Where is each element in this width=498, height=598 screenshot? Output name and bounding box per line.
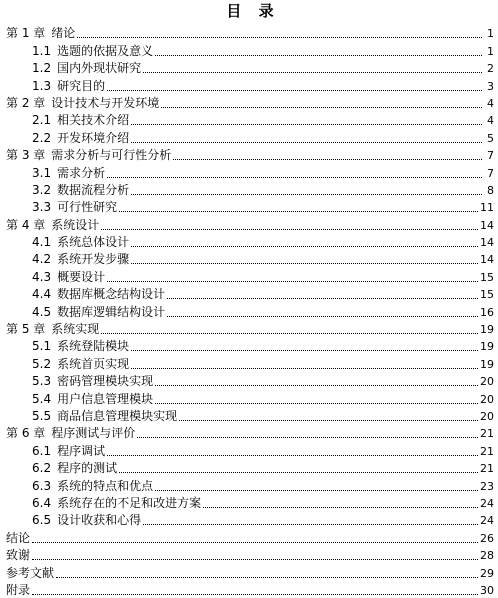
toc-page-number: 14 xyxy=(480,236,494,250)
toc-page-number: 5 xyxy=(487,131,494,145)
toc-entry-number: 4.5 xyxy=(32,304,52,319)
toc-page-number: 20 xyxy=(480,375,494,389)
toc-entry-heading xyxy=(32,409,178,424)
toc-section-entry[interactable] xyxy=(6,181,494,198)
toc-entry-title: 数据库逻辑结构设计 xyxy=(57,304,166,319)
toc-entry-number: 4.1 xyxy=(32,235,52,250)
toc-backmatter-entry[interactable] xyxy=(6,528,494,545)
toc-section-entry[interactable] xyxy=(6,76,494,93)
toc-entry-title: 系统开发步骤 xyxy=(57,252,130,267)
toc-entry-heading xyxy=(32,44,154,59)
toc-page-number: 1 xyxy=(487,27,494,41)
toc-entry-title: 结论 xyxy=(6,530,31,545)
toc-dot-leader xyxy=(131,349,478,351)
toc-page-number: 4 xyxy=(487,114,494,128)
toc-entry-heading xyxy=(6,548,31,563)
toc-page-number: 15 xyxy=(480,270,494,284)
toc-dot-leader xyxy=(131,123,482,125)
toc-entry-title: 密码管理模块实现 xyxy=(57,374,154,389)
toc-entry-title: 可行性研究 xyxy=(57,200,118,215)
toc-backmatter-entry[interactable] xyxy=(6,563,494,580)
toc-section-entry[interactable] xyxy=(6,389,494,406)
toc-entry-heading xyxy=(32,183,130,198)
toc-entry-number: 5.3 xyxy=(32,374,52,389)
toc-dot-leader xyxy=(107,89,482,91)
toc-page-number: 19 xyxy=(480,357,494,371)
toc-entry-title: 数据流程分析 xyxy=(57,182,130,197)
toc-entry-heading xyxy=(32,61,142,76)
toc-page-number: 19 xyxy=(480,340,494,354)
toc-chapter-entry[interactable] xyxy=(6,24,494,41)
toc-page-number: 16 xyxy=(480,305,494,319)
toc-entry-number: 2.1 xyxy=(32,113,52,128)
toc-dot-leader xyxy=(101,332,478,334)
toc-dot-leader xyxy=(32,541,478,543)
toc-section-entry[interactable] xyxy=(6,233,494,250)
toc-page-number: 7 xyxy=(487,166,494,180)
toc-dot-leader xyxy=(32,593,478,595)
toc-entry-heading xyxy=(32,166,106,181)
toc-section-entry[interactable] xyxy=(6,459,494,476)
toc-entry-title: 绪论 xyxy=(51,26,76,41)
toc-section-entry[interactable] xyxy=(6,128,494,145)
toc-page-number: 28 xyxy=(480,549,494,563)
toc-page-number: 21 xyxy=(480,462,494,476)
toc-page-number: 8 xyxy=(487,183,494,197)
toc-section-entry[interactable] xyxy=(6,494,494,511)
toc-dot-leader xyxy=(107,454,478,456)
toc-section-entry[interactable] xyxy=(6,198,494,215)
toc-page-number: 26 xyxy=(480,531,494,545)
toc-entry-number: 3.1 xyxy=(32,165,52,180)
toc-section-entry[interactable] xyxy=(6,111,494,128)
toc-entry-heading xyxy=(32,305,166,320)
toc-entry-heading xyxy=(32,131,130,146)
toc-entry-title: 系统登陆模块 xyxy=(57,339,130,354)
toc-dot-leader xyxy=(119,471,478,473)
toc-entry-title: 程序调试 xyxy=(57,443,106,458)
toc-entry-title: 系统总体设计 xyxy=(57,235,130,250)
toc-section-entry[interactable] xyxy=(6,41,494,58)
toc-entry-number: 1.2 xyxy=(32,61,52,76)
toc-entry-heading xyxy=(32,339,130,354)
toc-dot-leader xyxy=(119,210,478,212)
toc-list xyxy=(6,24,494,598)
toc-entry-heading xyxy=(32,252,130,267)
toc-entry-number: 3.3 xyxy=(32,200,52,215)
toc-entry-heading xyxy=(32,479,154,494)
toc-entry-number: 6.3 xyxy=(32,478,52,493)
toc-page-number: 4 xyxy=(487,96,494,110)
toc-dot-leader xyxy=(155,54,482,56)
toc-entry-title: 系统存在的不足和改进方案 xyxy=(57,495,202,510)
toc-page-number: 14 xyxy=(480,253,494,267)
toc-title: 目 录 xyxy=(226,2,280,20)
toc-entry-number: 第 1 章 xyxy=(6,26,46,41)
toc-dot-leader xyxy=(173,158,482,160)
toc-entry-heading xyxy=(32,444,106,459)
toc-dot-leader xyxy=(107,176,482,178)
toc-entry-heading xyxy=(6,531,31,546)
toc-page-number: 3 xyxy=(487,79,494,93)
toc-entry-title: 数据库概念结构设计 xyxy=(57,287,166,302)
toc-entry-heading xyxy=(6,148,172,163)
toc-entry-heading xyxy=(6,426,136,441)
toc-entry-title: 相关技术介绍 xyxy=(57,113,130,128)
toc-page-number: 30 xyxy=(480,583,494,597)
toc-chapter-entry[interactable] xyxy=(6,146,494,163)
toc-dot-leader xyxy=(143,523,478,525)
toc-section-entry[interactable] xyxy=(6,354,494,371)
toc-entry-number: 5.4 xyxy=(32,391,52,406)
toc-section-entry[interactable] xyxy=(6,476,494,493)
toc-dot-leader xyxy=(107,280,478,282)
toc-chapter-entry[interactable] xyxy=(6,215,494,232)
toc-entry-title: 程序的测试 xyxy=(57,461,118,476)
toc-entry-heading xyxy=(6,218,100,233)
toc-dot-leader xyxy=(143,71,482,73)
toc-dot-leader xyxy=(155,402,478,404)
toc-dot-leader xyxy=(131,193,482,195)
toc-entry-title: 附录 xyxy=(6,582,31,597)
toc-backmatter-entry[interactable] xyxy=(6,546,494,563)
toc-entry-title: 选题的依据及意义 xyxy=(57,43,154,58)
toc-entry-number: 5.2 xyxy=(32,356,52,371)
toc-dot-leader xyxy=(101,228,478,230)
toc-page-number: 1 xyxy=(487,44,494,58)
toc-entry-title: 系统实现 xyxy=(51,322,100,337)
toc-dot-leader xyxy=(137,436,478,438)
toc-section-entry[interactable] xyxy=(6,407,494,424)
toc-entry-number: 第 4 章 xyxy=(6,217,46,232)
toc-chapter-entry[interactable] xyxy=(6,320,494,337)
toc-entry-number: 第 2 章 xyxy=(6,95,46,110)
toc-entry-title: 需求分析与可行性分析 xyxy=(51,148,172,163)
toc-dot-leader xyxy=(131,367,478,369)
toc-entry-number: 1.3 xyxy=(32,78,52,93)
toc-section-entry[interactable] xyxy=(6,372,494,389)
toc-entry-number: 6.1 xyxy=(32,443,52,458)
toc-page-number: 21 xyxy=(480,444,494,458)
toc-entry-heading xyxy=(6,566,55,581)
toc-section-entry[interactable] xyxy=(6,267,494,284)
toc-chapter-entry[interactable] xyxy=(6,424,494,441)
toc-page-number: 29 xyxy=(480,566,494,580)
toc-entry-title: 设计技术与开发环境 xyxy=(51,95,160,110)
toc-entry-heading xyxy=(32,496,202,511)
toc-section-entry[interactable] xyxy=(6,285,494,302)
toc-section-entry[interactable] xyxy=(6,441,494,458)
toc-entry-heading xyxy=(32,392,154,407)
toc-entry-title: 程序测试与评价 xyxy=(51,426,136,441)
toc-entry-heading xyxy=(32,79,106,94)
toc-entry-title: 致谢 xyxy=(6,548,31,563)
toc-entry-number: 第 6 章 xyxy=(6,426,46,441)
toc-entry-title: 研究目的 xyxy=(57,78,106,93)
toc-dot-leader xyxy=(155,489,478,491)
toc-section-entry[interactable] xyxy=(6,302,494,319)
toc-page-number: 20 xyxy=(480,392,494,406)
toc-page-number: 21 xyxy=(480,427,494,441)
toc-entry-title: 开发环境介绍 xyxy=(57,130,130,145)
toc-entry-heading xyxy=(32,270,106,285)
toc-entry-title: 参考文献 xyxy=(6,565,55,580)
toc-dot-leader xyxy=(167,297,478,299)
toc-entry-number: 2.2 xyxy=(32,130,52,145)
toc-page-number: 20 xyxy=(480,409,494,423)
toc-dot-leader xyxy=(131,141,482,143)
toc-page-number: 11 xyxy=(480,201,494,215)
toc-entry-number: 5.1 xyxy=(32,339,52,354)
toc-section-entry[interactable] xyxy=(6,163,494,180)
toc-entry-number: 6.5 xyxy=(32,513,52,528)
toc-page-number: 2 xyxy=(487,62,494,76)
toc-entry-heading xyxy=(6,26,76,41)
toc-entry-number: 4.4 xyxy=(32,287,52,302)
toc-entry-title: 设计收获和心得 xyxy=(57,513,142,528)
toc-entry-number: 4.3 xyxy=(32,269,52,284)
toc-entry-heading xyxy=(32,374,154,389)
toc-entry-heading xyxy=(6,322,100,337)
toc-entry-title: 系统首页实现 xyxy=(57,356,130,371)
toc-section-entry[interactable] xyxy=(6,337,494,354)
toc-entry-number: 第 5 章 xyxy=(6,322,46,337)
toc-page-number: 7 xyxy=(487,149,494,163)
toc-page-number: 19 xyxy=(480,323,494,337)
toc-dot-leader xyxy=(155,384,478,386)
toc-section-entry[interactable] xyxy=(6,59,494,76)
toc-section-entry[interactable] xyxy=(6,250,494,267)
toc-page-number: 15 xyxy=(480,288,494,302)
toc-backmatter-entry[interactable] xyxy=(6,581,494,598)
toc-entry-heading xyxy=(32,287,166,302)
toc-entry-number: 5.5 xyxy=(32,408,52,423)
toc-section-entry[interactable] xyxy=(6,511,494,528)
toc-dot-leader xyxy=(32,558,478,560)
toc-entry-title: 需求分析 xyxy=(57,165,106,180)
toc-entry-heading xyxy=(6,583,31,598)
toc-page-number: 14 xyxy=(480,218,494,232)
toc-dot-leader xyxy=(203,506,478,508)
toc-chapter-entry[interactable] xyxy=(6,94,494,111)
toc-entry-number: 3.2 xyxy=(32,182,52,197)
toc-entry-number: 4.2 xyxy=(32,252,52,267)
toc-page-number: 23 xyxy=(480,479,494,493)
toc-dot-leader xyxy=(77,36,482,38)
toc-entry-heading xyxy=(32,513,142,528)
toc-entry-title: 概要设计 xyxy=(57,269,106,284)
toc-entry-heading xyxy=(6,96,160,111)
toc-entry-heading xyxy=(32,235,130,250)
toc-entry-heading xyxy=(32,113,130,128)
toc-entry-number: 6.4 xyxy=(32,495,52,510)
toc-entry-title: 系统的特点和优点 xyxy=(57,478,154,493)
toc-dot-leader xyxy=(179,419,478,421)
toc-entry-heading xyxy=(32,357,130,372)
toc-dot-leader xyxy=(131,262,478,264)
toc-dot-leader xyxy=(167,315,478,317)
toc-entry-number: 1.1 xyxy=(32,43,52,58)
toc-entry-title: 用户信息管理模块 xyxy=(57,391,154,406)
toc-dot-leader xyxy=(56,576,478,578)
toc-dot-leader xyxy=(131,245,478,247)
toc-entry-title: 商品信息管理模块实现 xyxy=(57,408,178,423)
toc-entry-title: 系统设计 xyxy=(51,217,100,232)
toc-page-number: 24 xyxy=(480,496,494,510)
toc-entry-number: 6.2 xyxy=(32,461,52,476)
toc-entry-number: 第 3 章 xyxy=(6,148,46,163)
toc-dot-leader xyxy=(161,106,482,108)
toc-entry-heading xyxy=(32,200,118,215)
toc-page-number: 24 xyxy=(480,514,494,528)
toc-entry-title: 国内外现状研究 xyxy=(57,61,142,76)
toc-entry-heading xyxy=(32,461,118,476)
